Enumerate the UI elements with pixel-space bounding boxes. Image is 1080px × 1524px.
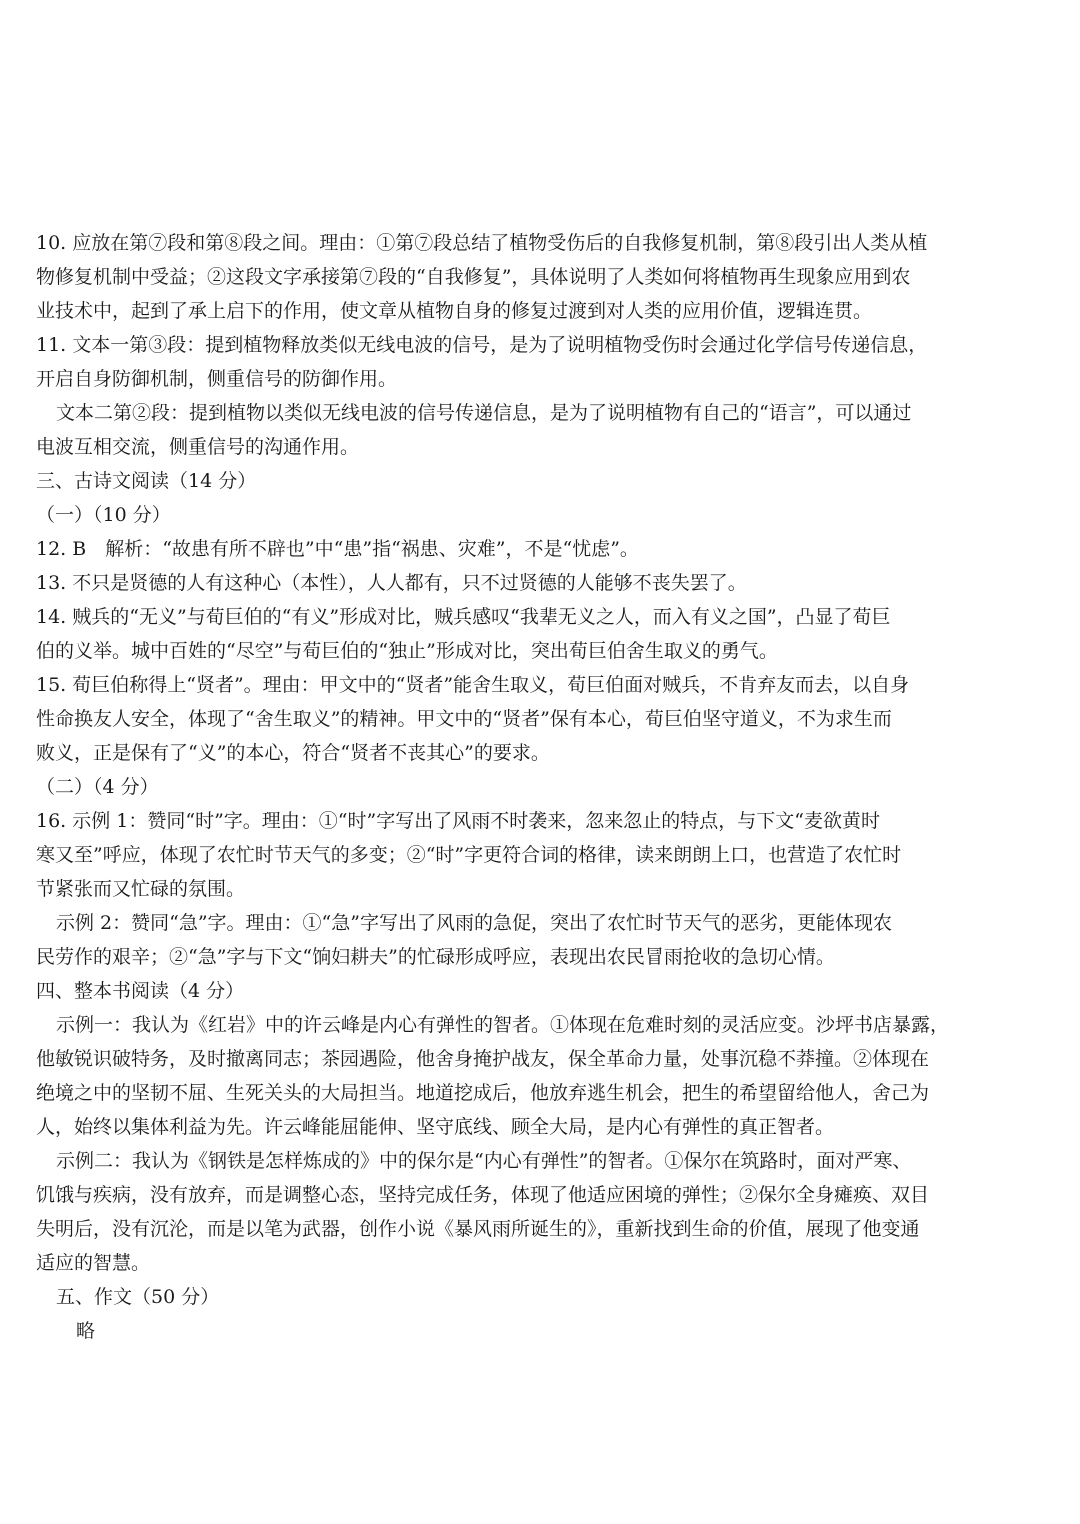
q10-line-2: 物修复机制中受益；②这段文字承接第⑦段的“自我修复”，具体说明了人类如何将植物再生现象应用到农	[36, 266, 911, 288]
q14-line-2: 伯的义举。城中百姓的“尽空”与荀巨伯的“独止”形成对比，突出荀巨伯舍生取义的勇气。	[36, 640, 778, 662]
book-example2-line-4: 适应的智慧。	[36, 1252, 151, 1274]
q12-line: 12. B 解析：“故患有所不辟也”中“患”指“祸患、灾难”，不是“忧虑”。	[36, 538, 639, 560]
essay-omitted: 略	[76, 1320, 96, 1342]
q15-line-3: 败义，正是保有了“义”的本心，符合“贤者不丧其心”的要求。	[36, 742, 550, 764]
q16-example2-line-1: 示例 2：赞同“急”字。理由：①“急”字写出了风雨的急促，突出了农忙时节天气的恶劣，更能体现农	[56, 912, 892, 934]
subsection-2-heading: （二）（4 分）	[36, 776, 159, 798]
q10-line-3: 业技术中，起到了承上启下的作用，使文章从植物自身的修复过渡到对人类的应用价值，逻辑连贯。	[36, 300, 873, 322]
book-example1-line-2: 他敏锐识破特务，及时撤离同志；茶园遇险，他舍身掩护战友，保全革命力量，处事沉稳不莽撞。②体现在	[36, 1048, 930, 1070]
q16-example2-line-2: 民劳作的艰辛；②“急”字与下文“饷妇耕夫”的忙碌形成呼应，表现出农民冒雨抢收的急切心情。	[36, 946, 835, 968]
q15-line-1: 15. 荀巨伯称得上“贤者”。理由：甲文中的“贤者”能舍生取义，荀巨伯面对贼兵，不肯弃友而去，以自身	[36, 674, 910, 696]
q11-line-2: 开启自身防御机制，侧重信号的防御作用。	[36, 368, 398, 390]
book-example1-line-1: 示例一：我认为《红岩》中的许云峰是内心有弹性的智者。①体现在危难时刻的灵活应变。沙坪书店暴露，	[56, 1014, 950, 1036]
q13-line: 13. 不只是贤德的人有这种心（本性），人人都有，只不过贤德的人能够不丧失罢了。	[36, 572, 747, 594]
q10-line-1: 10. 应放在第⑦段和第⑧段之间。理由：①第⑦段总结了植物受伤后的自我修复机制，第⑧段引出人类从植	[36, 232, 928, 254]
q14-line-1: 14. 贼兵的“无义”与荀巨伯的“有义”形成对比，贼兵感叹“我辈无义之人，而入有义之国”，凸显了荀巨	[36, 606, 891, 628]
q16-example1-line-1: 16. 示例 1：赞同“时”字。理由：①“时”字写出了风雨不时袭来，忽来忽止的特点，与下文“麦欲黄时	[36, 810, 880, 832]
book-example1-line-4: 人，始终以集体利益为先。许云峰能屈能伸、坚守底线、顾全大局，是内心有弹性的真正智者。	[36, 1116, 835, 1138]
q11-text2-line-2: 电波互相交流，侧重信号的沟通作用。	[36, 436, 360, 458]
q11-text2-line-1: 文本二第②段：提到植物以类似无线电波的信号传递信息，是为了说明植物有自己的“语言”，可以通过	[56, 402, 912, 424]
q11-line-1: 11. 文本一第③段：提到植物释放类似无线电波的信号，是为了说明植物受伤时会通过化学信号传递信息，	[36, 334, 928, 356]
book-example2-line-3: 失明后，没有沉沦，而是以笔为武器，创作小说《暴风雨所诞生的》，重新找到生命的价值，展现了他变通	[36, 1218, 920, 1240]
subsection-1-heading: （一）（10 分）	[36, 504, 171, 526]
section-3-heading: 三、古诗文阅读（14 分）	[36, 470, 257, 492]
section-4-heading: 四、整本书阅读（4 分）	[36, 980, 245, 1002]
answer-text	[36, 226, 1048, 1348]
q16-example1-line-2: 寒又至”呼应，体现了农忙时节天气的多变；②“时”字更符合词的格律，读来朗朗上口，也营造了农忙时	[36, 844, 902, 866]
section-5-heading: 五、作文（50 分）	[56, 1286, 220, 1308]
book-example1-line-3: 绝境之中的坚韧不屈、生死关头的大局担当。地道挖成后，他放弃逃生机会，把生的希望留给他人，舍己为	[36, 1082, 930, 1104]
book-example2-line-1: 示例二：我认为《钢铁是怎样炼成的》中的保尔是“内心有弹性”的智者。①保尔在筑路时，面对严寒、	[56, 1150, 912, 1172]
book-example2-line-2: 饥饿与疾病，没有放弃，而是调整心态，坚持完成任务，体现了他适应困境的弹性；②保尔全身瘫痪、双目	[36, 1184, 930, 1206]
q16-example1-line-3: 节紧张而又忙碌的氛围。	[36, 878, 246, 900]
q15-line-2: 性命换友人安全，体现了“舍生取义”的精神。甲文中的“贤者”保有本心，荀巨伯坚守道义，不为求生而	[36, 708, 892, 730]
